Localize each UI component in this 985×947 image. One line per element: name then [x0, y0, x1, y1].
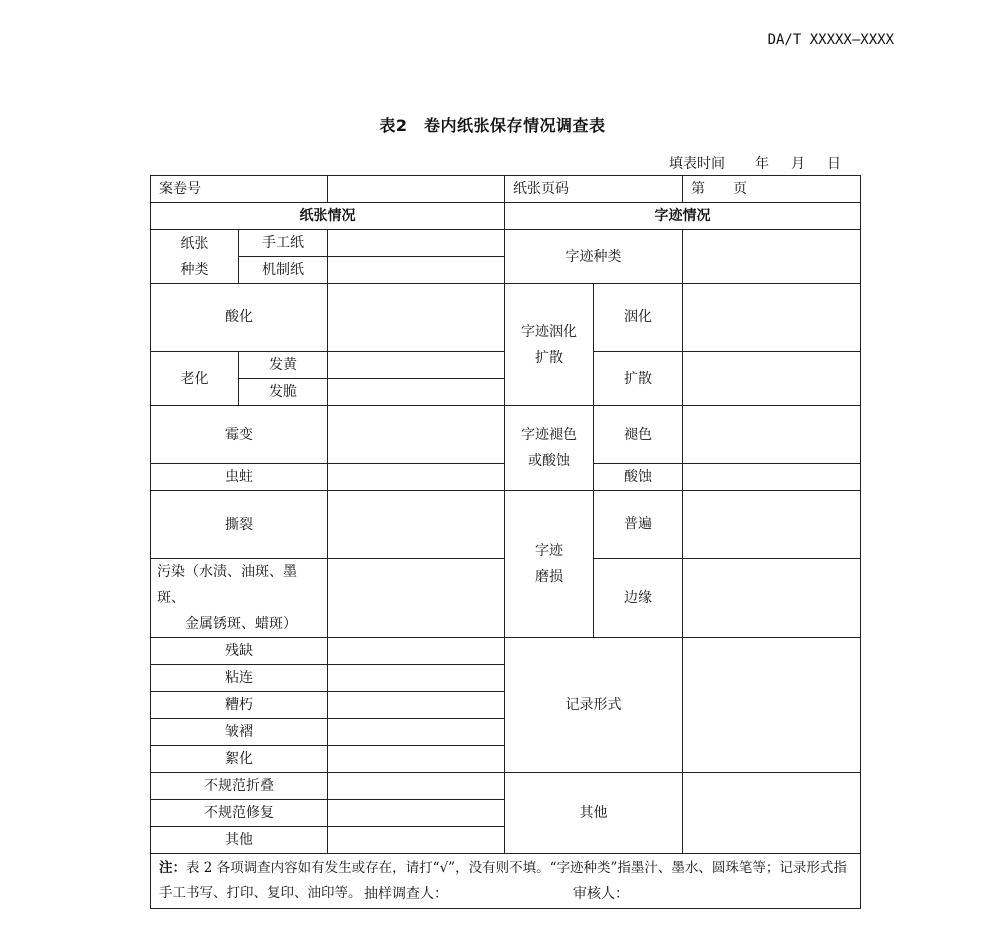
- acidification-label: 酸化: [151, 284, 328, 352]
- acid-etch-label: 酸蚀: [594, 464, 683, 491]
- survey-table: [150, 175, 861, 909]
- page-prefix: 第: [691, 181, 705, 197]
- fill-time-line: [669, 153, 841, 173]
- spread-label: 扩散: [594, 352, 683, 406]
- edge-field[interactable]: [683, 559, 861, 638]
- writing-other-field[interactable]: [683, 773, 861, 854]
- record-form-label: 记录形式: [505, 638, 683, 773]
- yellowing-label: 发黄: [239, 352, 328, 379]
- paper-condition-heading: 纸张情况: [151, 203, 505, 230]
- brittleness-field[interactable]: [328, 379, 505, 406]
- fill-time-month: 月: [791, 156, 805, 172]
- fill-time-label: 填表时间: [669, 156, 725, 172]
- bleed-field[interactable]: [683, 284, 861, 352]
- folding-field[interactable]: [328, 773, 505, 800]
- decay-label: 糟朽: [151, 692, 328, 719]
- writing-other-label: 其他: [505, 773, 683, 854]
- sticking-label: 粘连: [151, 665, 328, 692]
- handmade-paper-label: 手工纸: [239, 230, 328, 257]
- table-title: 表2 卷内纸张保存情况调查表: [379, 116, 606, 135]
- wrinkle-field[interactable]: [328, 719, 505, 746]
- table-row: [151, 230, 861, 257]
- table-row: [151, 406, 861, 464]
- mold-field[interactable]: [328, 406, 505, 464]
- fade-label: 褪色: [594, 406, 683, 464]
- table-note: [151, 854, 861, 909]
- page-suffix: 页: [733, 181, 747, 197]
- fill-time-day: 日: [827, 156, 841, 172]
- yellowing-field[interactable]: [328, 352, 505, 379]
- page-no-label: 纸张页码: [505, 176, 683, 203]
- table-row: [151, 203, 861, 230]
- insects-label: 虫蛀: [151, 464, 328, 491]
- paper-other-field[interactable]: [328, 827, 505, 854]
- machine-paper-field[interactable]: [328, 257, 505, 284]
- table-row: [151, 638, 861, 665]
- page-no-field[interactable]: [683, 176, 861, 203]
- spread-field[interactable]: [683, 352, 861, 406]
- folding-label: 不规范折叠: [151, 773, 328, 800]
- bleed-label: 洇化: [594, 284, 683, 352]
- missing-field[interactable]: [328, 638, 505, 665]
- table-row: [151, 773, 861, 800]
- note-label: 注：: [159, 860, 186, 876]
- fill-time-year: 年: [755, 156, 769, 172]
- file-no-field[interactable]: [328, 176, 505, 203]
- ink-type-field[interactable]: [683, 230, 861, 284]
- table-row: [151, 176, 861, 203]
- ink-type-label: 字迹种类: [505, 230, 683, 284]
- table-row: [151, 284, 861, 352]
- acidification-field[interactable]: [328, 284, 505, 352]
- tearing-field[interactable]: [328, 491, 505, 559]
- ink-bleed-label: 字迹洇化 扩散: [505, 284, 594, 406]
- repair-label: 不规范修复: [151, 800, 328, 827]
- insects-field[interactable]: [328, 464, 505, 491]
- sticking-field[interactable]: [328, 665, 505, 692]
- handmade-paper-field[interactable]: [328, 230, 505, 257]
- aging-label: 老化: [151, 352, 239, 406]
- fluffing-label: 絮化: [151, 746, 328, 773]
- standard-code: DA/T XXXXX—XXXX: [767, 32, 894, 48]
- table-row: [151, 491, 861, 559]
- acid-etch-field[interactable]: [683, 464, 861, 491]
- ink-fade-label: 字迹褪色 或酸蚀: [505, 406, 594, 491]
- ink-wear-label: 字迹 磨损: [505, 491, 594, 638]
- stain-field[interactable]: [328, 559, 505, 638]
- brittleness-label: 发脆: [239, 379, 328, 406]
- tearing-label: 撕裂: [151, 491, 328, 559]
- mold-label: 霉变: [151, 406, 328, 464]
- stain-label: 污染（水渍、油斑、墨斑、 金属锈斑、蜡斑）: [151, 559, 328, 638]
- note-text: 表 2 各项调查内容如有发生或存在，请打“√”，没有则不填。“字迹种类”指墨汁、墨水、圆珠笔等；记录形式指手工书写、打印、复印、油印等。: [159, 860, 847, 901]
- paper-type-label: 纸张 种类: [151, 230, 239, 284]
- edge-label: 边缘: [594, 559, 683, 638]
- file-no-label: 案卷号: [151, 176, 328, 203]
- general-label: 普遍: [594, 491, 683, 559]
- record-form-field[interactable]: [683, 638, 861, 773]
- repair-field[interactable]: [328, 800, 505, 827]
- sampler-signature: 抽样调查人：: [364, 886, 448, 902]
- reviewer-signature: 审核人：: [573, 886, 629, 902]
- wrinkle-label: 皱褶: [151, 719, 328, 746]
- writing-condition-heading: 字迹情况: [505, 203, 861, 230]
- fade-field[interactable]: [683, 406, 861, 464]
- fluffing-field[interactable]: [328, 746, 505, 773]
- paper-other-label: 其他: [151, 827, 328, 854]
- general-field[interactable]: [683, 491, 861, 559]
- missing-label: 残缺: [151, 638, 328, 665]
- decay-field[interactable]: [328, 692, 505, 719]
- table-row: [151, 854, 861, 909]
- machine-paper-label: 机制纸: [239, 257, 328, 284]
